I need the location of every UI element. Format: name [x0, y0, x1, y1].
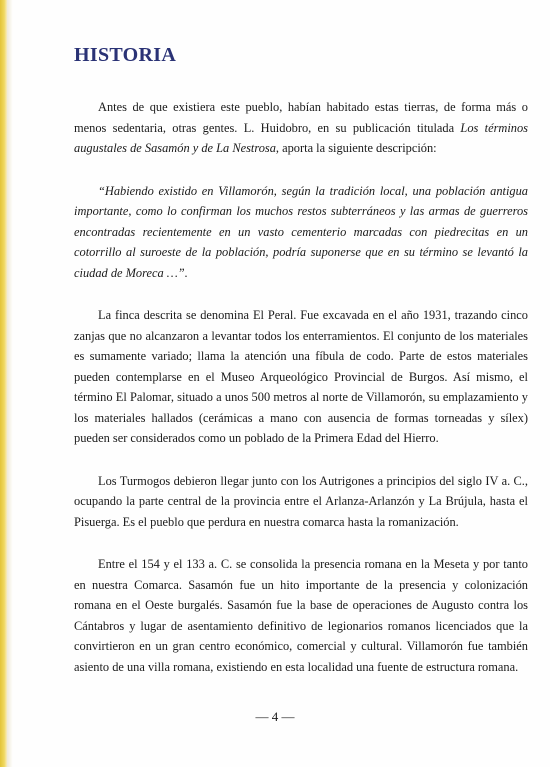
- intro-text-before: Antes de que existiera este pueblo, habían habitado estas tierras, de forma más o menos sedentaria, otras gentes. L. Huidobro, en su publicación titulada: [74, 100, 528, 135]
- page-number: — 4 —: [255, 709, 295, 724]
- paragraph-el-peral: La finca descrita se denomina El Peral. Fue excavada en el año 1931, trazando cinco zanjas que no alcanzaron a levantar todos los enterramientos. El conjunto de los materiales es sumamente variado; llama la atención una fíbula de codo. Parte de estos materiales pueden contemplarse en el Museo Arqueológico Provincial de Burgos. Así mismo, el término El Palomar, situado a unos 500 metros al norte de Villamorón, su emplazamiento y los materiales hallados (cerámicas a mano con ausencia de formas torneadas y sílex) pueden ser considerados como un poblado de la Primera Edad del Hierro.: [74, 308, 528, 445]
- quote-paragraph: “Habiendo existido en Villamorón, según la tradición local, una población antigua importante, como lo confirman los muchos restos subterráneos y las armas de guerreros encontradas recientemente en un vasto cementerio marcadas con piedrecitas en un cotorrillo al suroeste de la población, podría suponerse que en su término se levantó la ciudad de Moreca …”.: [74, 183, 528, 280]
- body-text: [74, 97, 528, 699]
- paragraph-turmogos: Los Turmogos debieron llegar junto con los Autrigones a principios del siglo IV a. C., ocupando la parte central de la provincia entre el Arlanza-Arlanzón y La Brújula, hasta el Pisuerga. Es el pueblo que perdura en nuestra comarca hasta la romanización.: [74, 473, 528, 529]
- binding-shadow: [7, 0, 13, 767]
- page-title: HISTORIA: [74, 44, 177, 66]
- intro-text-after: , aporta la siguiente descripción:: [275, 141, 437, 155]
- binding-edge: [0, 0, 7, 767]
- publication-title: Los términos augustales de Sasamón y de La Nestrosa: [74, 120, 528, 155]
- paragraph-romanizacion: Entre el 154 y el 133 a. C. se consolida la presencia romana en la Meseta y por tanto en nuestra Comarca. Sasamón fue un hito importante de la presencia y colonización romana en el Oeste burgalés. Sasamón fue la base de operaciones de Augusto contra los Cántabros y lugar de asentamiento definitivo de legionarios romanos licenciados que la convirtieron en un gran centro económico, comercial y cultural. Villamorón fue también asiento de una villa romana, existiendo en esta localidad una fuente de estructura romana.: [74, 557, 528, 674]
- intro-paragraph: [74, 97, 528, 159]
